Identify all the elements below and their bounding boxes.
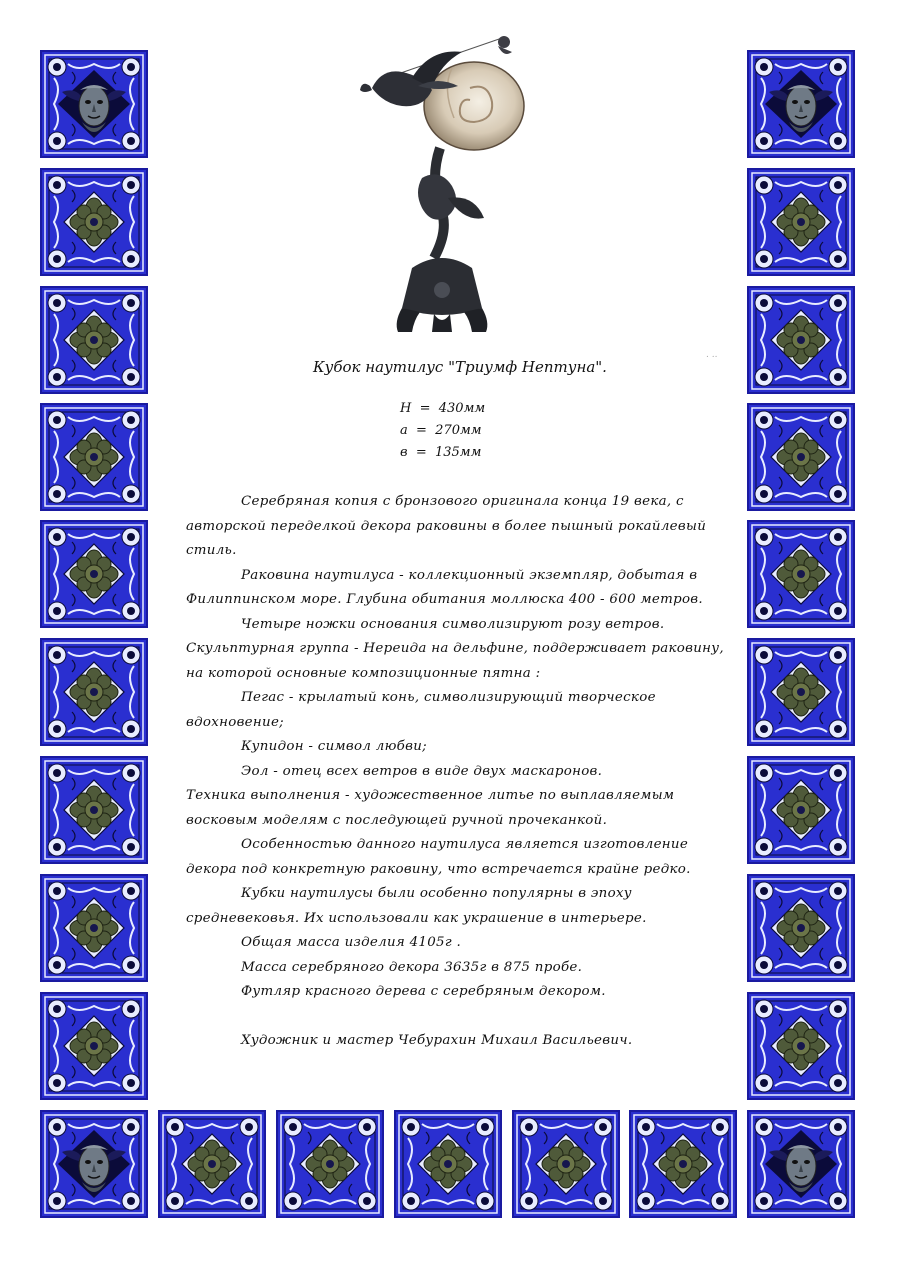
signature: Художник и мастер Чебурахин Михаил Васильевич. xyxy=(241,1032,633,1048)
dimension-height: Н = 430мм xyxy=(400,401,486,416)
rosette-tile-icon xyxy=(749,876,853,980)
paragraph: Техника выполнения - художественное литье по выплавляемым восковым моделям с последующей ручной прочеканкой. xyxy=(186,788,675,828)
paragraph: Футляр красного дерева с серебряным декором. xyxy=(241,984,606,999)
rosette-tile xyxy=(40,756,148,864)
rosette-tile xyxy=(40,638,148,746)
paragraph: Раковина наутилуса - коллекционный экземпляр, добытая в Филиппинском море. Глубина обитания моллюска 400 - 600 метров. xyxy=(186,567,703,607)
rosette-tile-icon xyxy=(749,640,853,744)
nautilus-cup-icon xyxy=(352,28,532,338)
document-title: Кубок наутилус "Триумф Нептуна". xyxy=(313,358,607,376)
rosette-tile-icon xyxy=(514,1112,618,1216)
rosette-tile-icon xyxy=(42,288,146,392)
dimensions-block xyxy=(400,398,600,464)
mask-tile xyxy=(747,50,855,158)
rosette-tile-icon xyxy=(42,170,146,274)
mask-tile-icon xyxy=(749,1112,853,1216)
rosette-tile-icon xyxy=(42,994,146,1098)
rosette-tile xyxy=(40,286,148,394)
rosette-tile-icon xyxy=(631,1112,735,1216)
mask-tile-icon xyxy=(42,52,146,156)
paragraph: Особенностью данного наутилуса является изготовление декора под конкретную раковину, что встречается крайне редко. xyxy=(186,837,691,877)
paragraph: Пегас - крылатый конь, символизирующий творческое вдохновение; xyxy=(186,690,656,730)
rosette-tile xyxy=(747,992,855,1100)
rosette-tile-icon xyxy=(42,876,146,980)
rosette-tile-icon xyxy=(160,1112,264,1216)
paragraph: Кубки наутилусы были особенно популярны в эпоху средневековья. Их использовали как украшение в интерьере. xyxy=(186,886,647,926)
paragraph: Общая масса изделия 4105г . xyxy=(241,935,462,950)
mask-tile-icon xyxy=(42,1112,146,1216)
rosette-tile xyxy=(40,520,148,628)
rosette-tile-icon xyxy=(396,1112,500,1216)
mask-tile xyxy=(747,1110,855,1218)
dimension-depth: в = 135мм xyxy=(400,445,482,460)
paragraph: Серебряная копия с бронзового оригинала конца 19 века, с авторской переделкой декора раковины в более пышный рокайлевый стиль. xyxy=(186,494,707,558)
rosette-tile xyxy=(40,168,148,276)
description-text xyxy=(186,490,734,1053)
rosette-tile xyxy=(747,403,855,511)
paragraph: Эол - отец всех ветров в виде двух маскаронов. xyxy=(241,763,603,779)
paragraph: Четыре ножки основания символизируют розу ветров. xyxy=(241,616,665,632)
stray-mark: . .. xyxy=(706,350,718,360)
rosette-tile xyxy=(747,168,855,276)
rosette-tile xyxy=(158,1110,266,1218)
rosette-tile xyxy=(394,1110,502,1218)
rosette-tile xyxy=(747,638,855,746)
rosette-tile xyxy=(747,874,855,982)
paragraph: Скульптурная группа - Нереида на дельфине, поддерживает раковину, на которой основные композиционные пятна : xyxy=(186,641,724,681)
rosette-tile xyxy=(629,1110,737,1218)
rosette-tile-icon xyxy=(42,640,146,744)
mask-tile xyxy=(40,1110,148,1218)
rosette-tile-icon xyxy=(749,522,853,626)
rosette-tile xyxy=(40,874,148,982)
rosette-tile xyxy=(747,756,855,864)
rosette-tile-icon xyxy=(749,405,853,509)
rosette-tile-icon xyxy=(42,405,146,509)
rosette-tile-icon xyxy=(749,994,853,1098)
rosette-tile xyxy=(40,403,148,511)
rosette-tile-icon xyxy=(278,1112,382,1216)
mask-tile-icon xyxy=(749,52,853,156)
rosette-tile-icon xyxy=(42,522,146,626)
rosette-tile xyxy=(512,1110,620,1218)
rosette-tile-icon xyxy=(42,758,146,862)
mask-tile xyxy=(40,50,148,158)
rosette-tile-icon xyxy=(749,170,853,274)
rosette-tile xyxy=(747,286,855,394)
rosette-tile xyxy=(40,992,148,1100)
dimension-width: а = 270мм xyxy=(400,423,482,438)
paragraph: Масса серебряного декора 3635г в 875 пробе. xyxy=(241,959,583,975)
rosette-tile xyxy=(276,1110,384,1218)
paragraph: Купидон - символ любви; xyxy=(241,739,427,754)
rosette-tile-icon xyxy=(749,758,853,862)
rosette-tile-icon xyxy=(749,288,853,392)
rosette-tile xyxy=(747,520,855,628)
